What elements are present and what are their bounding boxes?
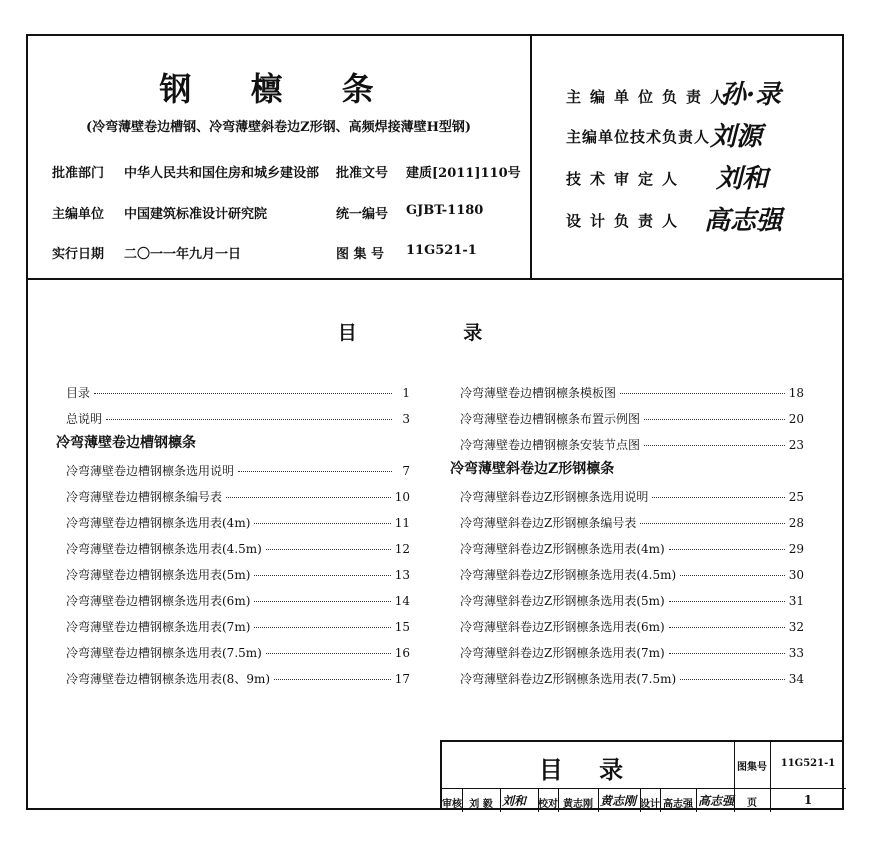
toc-entry-page: 16 (394, 646, 410, 660)
toc-leader-dots (238, 470, 392, 472)
approval-dept-label: 批准部门 (52, 166, 105, 181)
reviewer-signature: 刘和 (502, 794, 527, 808)
effective-date-label: 实行日期 (52, 247, 105, 262)
toc-leader-dots (652, 496, 784, 498)
toc-entry-page: 28 (788, 516, 804, 530)
editor-unit-label: 主编单位 (52, 207, 105, 222)
toc-entry[interactable] (66, 592, 410, 609)
toc-entry-page: 29 (788, 542, 804, 556)
toc-leader-dots (254, 522, 390, 524)
toc-entry[interactable] (66, 410, 410, 427)
toc-entry-title: 冷弯薄壁卷边槽钢檩条布置示例图 (460, 412, 641, 426)
responsible-signature: 孙·录 (720, 80, 782, 110)
toc-entry[interactable] (460, 540, 804, 557)
toc-entry-title: 冷弯薄壁斜卷边Z形钢檩条选用表(7m) (460, 646, 665, 660)
toc-entry-page: 10 (394, 490, 410, 504)
toc-leader-dots (680, 574, 785, 576)
title-block-row-line (442, 788, 846, 789)
document-title: 钢 檩 条 (159, 70, 398, 108)
toc-leader-dots (254, 600, 390, 602)
toc-leader-dots (254, 574, 390, 576)
toc-entry-title: 冷弯薄壁斜卷边Z形钢檩条选用表(5m) (460, 594, 665, 608)
toc-leader-dots (644, 444, 785, 446)
toc-entry-title: 冷弯薄壁卷边槽钢檩条编号表 (66, 490, 223, 504)
toc-entry-title: 冷弯薄壁斜卷边Z形钢檩条选用表(4m) (460, 542, 665, 556)
toc-section-heading: 冷弯薄壁斜卷边Z形钢檩条 (450, 461, 615, 477)
toc-entry[interactable] (460, 384, 804, 401)
designer-signature: 高志强 (698, 794, 735, 808)
toc-entry[interactable] (66, 540, 410, 557)
toc-entry[interactable] (66, 644, 410, 661)
toc-entry-page: 7 (402, 464, 410, 478)
responsible-label: 主编单位负责人 (566, 88, 735, 106)
toc-entry-page: 32 (788, 620, 804, 634)
toc-entry-page: 15 (394, 620, 410, 634)
sig-row-divider (598, 788, 599, 812)
toc-entry-title: 冷弯薄壁卷边槽钢檩条选用表(7m) (66, 620, 251, 634)
toc-entry-page: 13 (394, 568, 410, 582)
toc-entry[interactable] (460, 566, 804, 583)
toc-entry[interactable] (66, 384, 410, 401)
toc-entry[interactable] (460, 618, 804, 635)
toc-entry[interactable] (66, 514, 410, 531)
review-label: 审核 (442, 799, 462, 810)
atlas-no: 11G521-1 (406, 243, 477, 258)
approval-doc: 建质[2011]110号 (406, 166, 521, 181)
title-block-atlas-label: 图集号 (737, 762, 767, 773)
approval-doc-label: 批准文号 (336, 166, 389, 181)
responsible-label: 技术审定人 (566, 170, 687, 188)
toc-entry-title: 冷弯薄壁斜卷边Z形钢檩条选用表(7.5m) (460, 672, 677, 686)
toc-entry[interactable] (460, 410, 804, 427)
toc-entry-title: 冷弯薄壁卷边槽钢檩条选用表(4m) (66, 516, 251, 530)
toc-leader-dots (669, 600, 785, 602)
toc-entry-page: 18 (788, 386, 804, 400)
toc-leader-dots (669, 626, 785, 628)
document-subtitle: (冷弯薄壁卷边槽钢、冷弯薄壁斜卷边Z形钢、高频焊接薄壁H型钢) (85, 120, 472, 135)
reviewer-name: 刘 毅 (469, 799, 493, 810)
responsible-signature: 高志强 (704, 206, 783, 236)
toc-entry-title: 冷弯薄壁斜卷边Z形钢檩条选用表(4.5m) (460, 568, 677, 582)
toc-entry[interactable] (460, 644, 804, 661)
toc-leader-dots (620, 392, 785, 394)
toc-entry-page: 14 (394, 594, 410, 608)
toc-entry-page: 31 (788, 594, 804, 608)
atlas-no-label: 图 集 号 (336, 247, 385, 262)
toc-entry-title: 冷弯薄壁卷边槽钢檩条选用表(8、9m) (66, 672, 271, 686)
toc-entry-page: 12 (394, 542, 410, 556)
toc-heading: 目 录 (337, 322, 533, 344)
design-label: 设计 (640, 799, 660, 810)
toc-entry-page: 1 (402, 386, 410, 400)
toc-entry[interactable] (66, 488, 410, 505)
sig-row-divider (696, 788, 697, 812)
toc-entry-title: 冷弯薄壁卷边槽钢檩条选用表(6m) (66, 594, 251, 608)
toc-entry[interactable] (460, 488, 804, 505)
effective-date: 二〇一一年九月一日 (124, 247, 242, 262)
toc-entry-page: 25 (788, 490, 804, 504)
toc-entry[interactable] (66, 462, 410, 479)
toc-leader-dots (254, 626, 390, 628)
responsible-signature: 刘源 (710, 122, 763, 152)
toc-entry-page: 34 (788, 672, 804, 686)
toc-entry-title: 冷弯薄壁卷边槽钢檩条选用表(7.5m) (66, 646, 262, 660)
toc-entry-page: 11 (394, 516, 410, 530)
toc-entry[interactable] (460, 436, 804, 453)
toc-leader-dots (106, 418, 392, 420)
unified-no: GJBT-1180 (406, 203, 484, 218)
toc-leader-dots (94, 392, 392, 394)
toc-entry-title: 冷弯薄壁卷边槽钢檩条选用说明 (66, 464, 235, 478)
toc-entry-title: 目录 (66, 386, 91, 400)
check-label: 校对 (538, 799, 558, 810)
toc-entry-page: 3 (402, 412, 410, 426)
toc-entry-title: 冷弯薄壁斜卷边Z形钢檩条编号表 (460, 516, 637, 530)
toc-entry[interactable] (460, 514, 804, 531)
toc-entry-title: 冷弯薄壁卷边槽钢檩条模板图 (460, 386, 617, 400)
designer-name: 高志强 (663, 799, 693, 810)
editor-unit: 中国建筑标准设计研究院 (124, 207, 268, 222)
toc-leader-dots (226, 496, 391, 498)
toc-entry-title: 冷弯薄壁斜卷边Z形钢檩条选用说明 (460, 490, 649, 504)
responsible-label: 主编单位技术负责人 (566, 128, 711, 146)
toc-leader-dots (644, 418, 785, 420)
checker-name: 黄志刚 (563, 799, 593, 810)
toc-entry-page: 33 (788, 646, 804, 660)
checker-signature: 黄志刚 (600, 794, 637, 808)
title-block-page-label: 页 (747, 798, 757, 809)
title-block-page: 1 (803, 793, 813, 807)
toc-entry-page: 17 (394, 672, 410, 686)
toc-entry-title: 冷弯薄壁卷边槽钢檩条安装节点图 (460, 438, 641, 452)
toc-entry-title: 冷弯薄壁卷边槽钢檩条选用表(5m) (66, 568, 251, 582)
toc-leader-dots (274, 678, 391, 680)
unified-no-label: 统一编号 (336, 207, 389, 222)
title-block-name: 目 录 (538, 755, 638, 784)
toc-leader-dots (680, 678, 785, 680)
toc-section-heading: 冷弯薄壁卷边槽钢檩条 (56, 435, 196, 451)
toc-entry-title: 冷弯薄壁卷边槽钢檩条选用表(4.5m) (66, 542, 262, 556)
toc-leader-dots (266, 652, 391, 654)
responsible-label: 设计负责人 (566, 212, 687, 230)
toc-entry[interactable] (66, 618, 410, 635)
toc-entry[interactable] (66, 670, 410, 687)
title-block-atlas-no: 11G521-1 (780, 758, 836, 769)
title-block (440, 740, 844, 810)
header-divider (26, 278, 844, 280)
toc-entry-page: 23 (788, 438, 804, 452)
toc-leader-dots (266, 548, 391, 550)
toc-entry-title: 冷弯薄壁斜卷边Z形钢檩条选用表(6m) (460, 620, 665, 634)
approval-dept: 中华人民共和国住房和城乡建设部 (124, 166, 320, 181)
toc-entry-page: 30 (788, 568, 804, 582)
toc-entry[interactable] (460, 592, 804, 609)
toc-entry-title: 总说明 (66, 412, 103, 426)
sig-row-divider (500, 788, 501, 812)
toc-leader-dots (669, 652, 785, 654)
toc-entry[interactable] (66, 566, 410, 583)
toc-entry-page: 20 (788, 412, 804, 426)
toc-entry[interactable] (460, 670, 804, 687)
toc-leader-dots (640, 522, 784, 524)
toc-leader-dots (669, 548, 785, 550)
responsible-signature: 刘和 (716, 164, 769, 194)
